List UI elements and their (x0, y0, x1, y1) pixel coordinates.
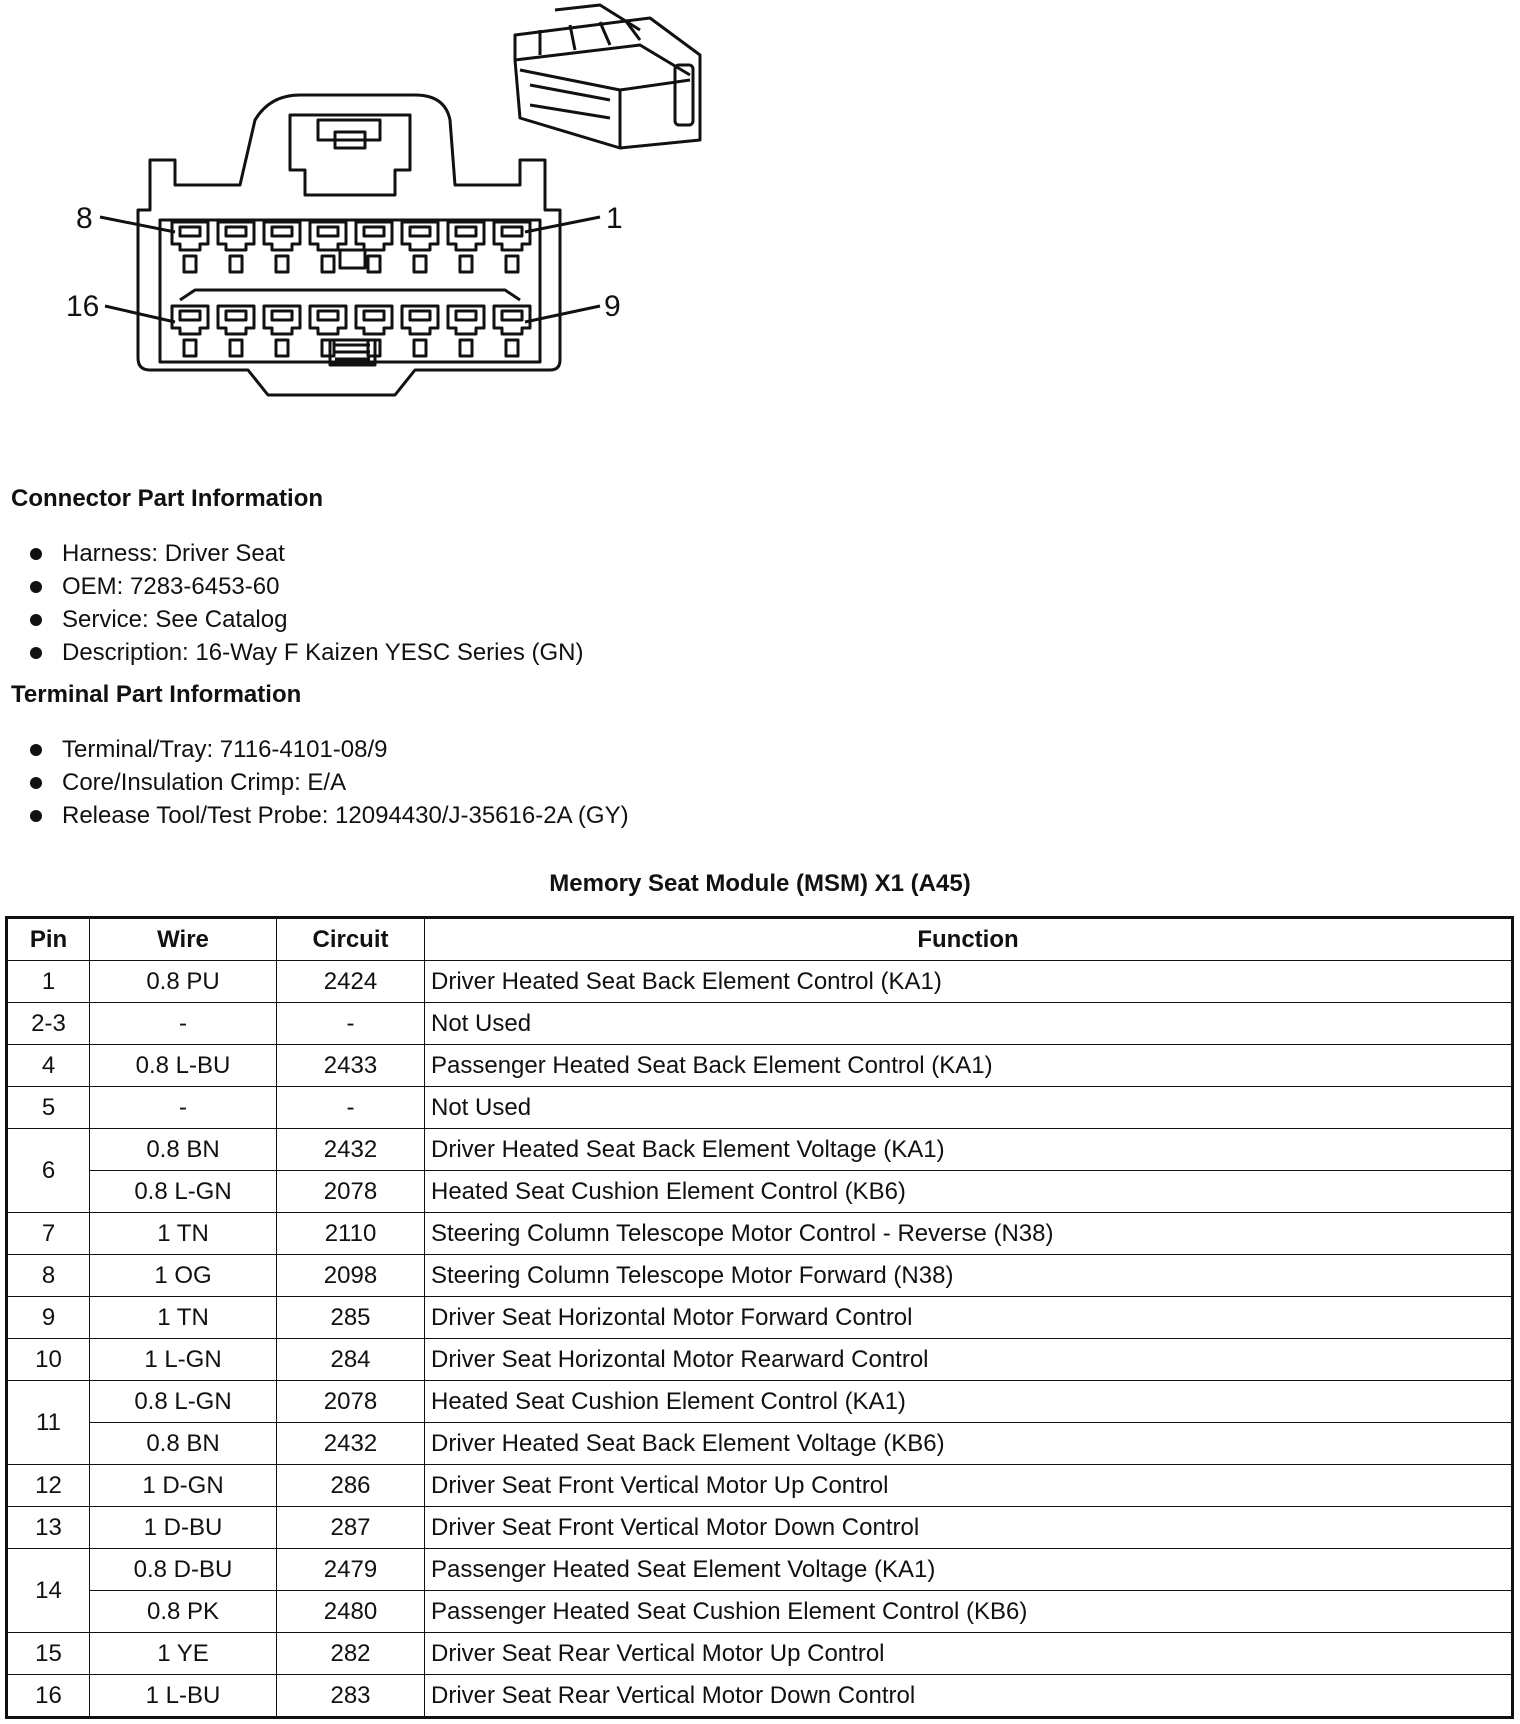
terminal-cavity (218, 306, 254, 356)
list-item: Release Tool/Test Probe: 12094430/J-35616-2A (GY) (28, 799, 629, 832)
table-row (7, 1507, 1513, 1549)
function-cell: Not Used (425, 1087, 1513, 1129)
table-row (7, 1465, 1513, 1507)
wire-cell: 0.8 L-BU (90, 1045, 277, 1087)
circuit-cell: 285 (277, 1297, 425, 1339)
function-cell: Driver Seat Horizontal Motor Forward Control (425, 1297, 1513, 1339)
terminal-cavity (402, 222, 438, 272)
wire-cell: 0.8 PU (90, 961, 277, 1003)
connector-info-heading: Connector Part Information (11, 485, 324, 512)
pin-cell: 6 (7, 1129, 90, 1213)
terminal-info-list (28, 733, 629, 832)
pinout-table (5, 916, 1514, 1719)
list-item: Service: See Catalog (28, 603, 584, 636)
column-header-function: Function (425, 918, 1513, 961)
function-cell: Driver Heated Seat Back Element Control (KA1) (425, 961, 1513, 1003)
list-item: Harness: Driver Seat (28, 537, 584, 570)
table-title: Memory Seat Module (MSM) X1 (A45) (549, 870, 971, 897)
callout-line-9 (525, 306, 600, 322)
terminal-info-heading: Terminal Part Information (11, 681, 302, 708)
table-row (7, 1423, 1513, 1465)
pin-cell: 9 (7, 1297, 90, 1339)
table-row (7, 1003, 1513, 1045)
connector-isometric-view (515, 5, 700, 148)
table-row (7, 1339, 1513, 1381)
pin-cell: 12 (7, 1465, 90, 1507)
wire-cell: 0.8 BN (90, 1423, 277, 1465)
pin-cell: 2-3 (7, 1003, 90, 1045)
table-row (7, 1129, 1513, 1171)
terminal-cavity (448, 306, 484, 356)
terminal-cavity (218, 222, 254, 272)
circuit-cell: 282 (277, 1633, 425, 1675)
function-cell: Driver Seat Rear Vertical Motor Down Control (425, 1675, 1513, 1718)
function-cell: Driver Seat Front Vertical Motor Up Control (425, 1465, 1513, 1507)
wire-cell: 0.8 L-GN (90, 1171, 277, 1213)
wire-cell: 1 OG (90, 1255, 277, 1297)
circuit-cell: 2078 (277, 1171, 425, 1213)
terminal-cavity (264, 222, 300, 272)
function-cell: Passenger Heated Seat Cushion Element Control (KB6) (425, 1591, 1513, 1633)
circuit-cell: - (277, 1003, 425, 1045)
circuit-cell: 2424 (277, 961, 425, 1003)
bottom-row-cavities (172, 306, 530, 356)
function-cell: Driver Seat Horizontal Motor Rearward Control (425, 1339, 1513, 1381)
function-cell: Heated Seat Cushion Element Control (KB6) (425, 1171, 1513, 1213)
pin-cell: 11 (7, 1381, 90, 1465)
circuit-cell: 2433 (277, 1045, 425, 1087)
table-row (7, 1381, 1513, 1423)
circuit-cell: - (277, 1087, 425, 1129)
wire-cell: 0.8 L-GN (90, 1381, 277, 1423)
wire-cell: 1 D-GN (90, 1465, 277, 1507)
terminal-cavity (172, 306, 208, 356)
pin-cell: 15 (7, 1633, 90, 1675)
terminal-cavity (172, 222, 208, 272)
wire-cell: - (90, 1003, 277, 1045)
connector-info-list (28, 537, 584, 669)
wire-cell: 0.8 D-BU (90, 1549, 277, 1591)
table-row (7, 1213, 1513, 1255)
pin-cell: 7 (7, 1213, 90, 1255)
callout-label-9: 9 (604, 290, 621, 323)
connector-diagram (0, 0, 760, 420)
top-row-cavities (172, 222, 530, 272)
table-row (7, 1591, 1513, 1633)
function-cell: Steering Column Telescope Motor Forward (N38) (425, 1255, 1513, 1297)
pin-cell: 4 (7, 1045, 90, 1087)
list-item: Description: 16-Way F Kaizen YESC Series (GN) (28, 636, 584, 669)
wire-cell: 1 L-GN (90, 1339, 277, 1381)
function-cell: Driver Seat Front Vertical Motor Down Control (425, 1507, 1513, 1549)
wire-cell: 1 TN (90, 1297, 277, 1339)
pin-cell: 16 (7, 1675, 90, 1718)
circuit-cell: 2432 (277, 1129, 425, 1171)
table-row (7, 1255, 1513, 1297)
terminal-cavity (310, 306, 346, 356)
pin-cell: 8 (7, 1255, 90, 1297)
circuit-cell: 2110 (277, 1213, 425, 1255)
callout-label-1: 1 (606, 202, 623, 235)
circuit-cell: 283 (277, 1675, 425, 1718)
pin-cell: 5 (7, 1087, 90, 1129)
wire-cell: 1 TN (90, 1213, 277, 1255)
function-cell: Passenger Heated Seat Element Voltage (KA1) (425, 1549, 1513, 1591)
circuit-cell: 2432 (277, 1423, 425, 1465)
circuit-cell: 2098 (277, 1255, 425, 1297)
circuit-cell: 2480 (277, 1591, 425, 1633)
table-row (7, 961, 1513, 1003)
terminal-cavity (448, 222, 484, 272)
table-row (7, 1675, 1513, 1718)
function-cell: Passenger Heated Seat Back Element Control (KA1) (425, 1045, 1513, 1087)
callout-line-16 (105, 306, 175, 322)
table-row (7, 1297, 1513, 1339)
function-cell: Driver Seat Rear Vertical Motor Up Control (425, 1633, 1513, 1675)
wire-cell: 1 YE (90, 1633, 277, 1675)
list-item: Core/Insulation Crimp: E/A (28, 766, 629, 799)
wire-cell: 1 L-BU (90, 1675, 277, 1718)
circuit-cell: 2078 (277, 1381, 425, 1423)
table-row (7, 1633, 1513, 1675)
function-cell: Driver Heated Seat Back Element Voltage (KA1) (425, 1129, 1513, 1171)
terminal-cavity (356, 222, 392, 272)
pin-cell: 1 (7, 961, 90, 1003)
list-item: OEM: 7283-6453-60 (28, 570, 584, 603)
table-row (7, 1549, 1513, 1591)
callout-label-8: 8 (76, 202, 93, 235)
pin-cell: 14 (7, 1549, 90, 1633)
column-header-pin: Pin (7, 918, 90, 961)
wire-cell: - (90, 1087, 277, 1129)
function-cell: Heated Seat Cushion Element Control (KA1) (425, 1381, 1513, 1423)
terminal-cavity (494, 306, 530, 356)
function-cell: Driver Heated Seat Back Element Voltage (KB6) (425, 1423, 1513, 1465)
function-cell: Not Used (425, 1003, 1513, 1045)
wire-cell: 1 D-BU (90, 1507, 277, 1549)
pin-cell: 10 (7, 1339, 90, 1381)
function-cell: Steering Column Telescope Motor Control - Reverse (N38) (425, 1213, 1513, 1255)
column-header-wire: Wire (90, 918, 277, 961)
column-header-circuit: Circuit (277, 918, 425, 961)
table-row (7, 1087, 1513, 1129)
table-row (7, 1045, 1513, 1087)
terminal-cavity (402, 306, 438, 356)
wire-cell: 0.8 BN (90, 1129, 277, 1171)
table-row (7, 1171, 1513, 1213)
terminal-cavity (264, 306, 300, 356)
callout-label-16: 16 (66, 290, 100, 323)
circuit-cell: 2479 (277, 1549, 425, 1591)
list-item: Terminal/Tray: 7116-4101-08/9 (28, 733, 629, 766)
table-header-row (7, 918, 1513, 961)
terminal-cavity (494, 222, 530, 272)
circuit-cell: 284 (277, 1339, 425, 1381)
circuit-cell: 287 (277, 1507, 425, 1549)
wire-cell: 0.8 PK (90, 1591, 277, 1633)
circuit-cell: 286 (277, 1465, 425, 1507)
pin-cell: 13 (7, 1507, 90, 1549)
